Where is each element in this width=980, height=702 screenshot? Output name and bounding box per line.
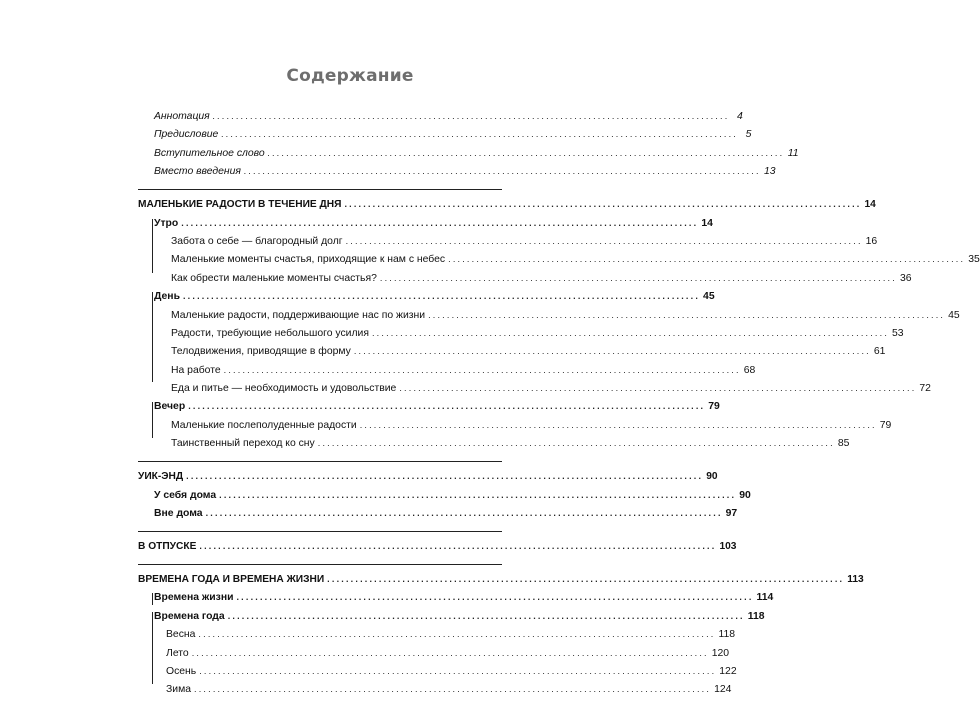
group-bracket: [152, 593, 153, 605]
toc-entry-page: 45: [948, 309, 960, 321]
toc-entry[interactable]: [138, 647, 730, 660]
toc-entry-page: 79: [879, 419, 892, 431]
toc-subsection-page: 79: [708, 401, 720, 413]
toc-entry[interactable]: [138, 364, 756, 377]
toc-entry-page: 61: [873, 346, 886, 358]
toc-entry-page: 122: [719, 665, 737, 677]
toc-subsection-morning[interactable]: [138, 217, 713, 230]
toc-entry-label: На работе: [171, 364, 221, 376]
toc-entry-opening-word[interactable]: [138, 147, 799, 160]
dot-leader: ..............................................................................................................: [236, 592, 754, 603]
toc-subsection-page: 118: [747, 610, 765, 622]
dot-leader: ..............................................................................................................: [212, 111, 730, 121]
toc-subsection-life-times[interactable]: [138, 591, 774, 604]
toc-section-page: 14: [864, 199, 876, 211]
dot-leader: ..............................................................................................................: [359, 419, 877, 430]
toc-entry[interactable]: [138, 437, 850, 450]
dot-leader: ..............................................................................................................: [188, 401, 706, 412]
toc-group-life-times: [138, 591, 774, 604]
toc-subsection-page: 97: [725, 508, 738, 520]
dot-leader: ..............................................................................................................: [448, 254, 966, 265]
toc-entry[interactable]: [138, 665, 737, 678]
toc-section-page: 90: [706, 471, 718, 483]
toc-entry[interactable]: [138, 272, 912, 285]
toc-subsection-page: 114: [756, 592, 774, 604]
toc-entry[interactable]: [138, 327, 904, 340]
toc-entry-annotation[interactable]: [138, 110, 743, 123]
dot-leader: ..............................................................................................................: [219, 489, 737, 500]
dot-leader: ..............................................................................................................: [182, 291, 701, 302]
toc-entry-page: 124: [714, 684, 732, 696]
toc-entry-page: 5: [745, 129, 752, 141]
dot-leader: ..............................................................................................................: [186, 471, 704, 482]
toc-entry-page: 13: [764, 166, 776, 178]
group-bracket: [152, 612, 153, 684]
toc-entry-label: Радости, требующие небольшого усилия: [171, 327, 369, 339]
group-bracket: [152, 292, 153, 382]
dot-leader: ..............................................................................................................: [428, 309, 946, 320]
group-bracket: [152, 219, 153, 273]
toc-entry-page: 118: [718, 629, 736, 641]
toc-entry-label: Осень: [166, 665, 197, 677]
toc-section-daily-joys[interactable]: [138, 198, 876, 211]
toc-entry-label: Маленькие радости, поддерживающие нас по жизни: [171, 309, 426, 321]
toc-subsection-page: 45: [703, 291, 715, 303]
dot-leader: ..............................................................................................................: [199, 665, 717, 676]
toc-subsection-page: 90: [739, 489, 751, 501]
toc-subsection-seasons[interactable]: [138, 610, 765, 623]
toc-entry-label: Маленькие послеполуденные радости: [171, 419, 357, 431]
toc-subsection-label: Времена жизни: [154, 592, 234, 604]
dot-leader: ..............................................................................................................: [227, 610, 745, 621]
group-bracket: [152, 402, 153, 438]
dot-leader: ..............................................................................................................: [243, 166, 762, 177]
toc-section-page: 113: [847, 574, 864, 586]
toc-subsection-label: Вечер: [154, 401, 186, 413]
dot-leader: ..............................................................................................................: [221, 129, 739, 140]
toc-entry[interactable]: [138, 382, 931, 395]
section-divider: [138, 564, 502, 565]
table-of-contents: [138, 110, 980, 702]
toc-group-day: [138, 290, 960, 395]
toc-entry-page: 35: [968, 254, 980, 266]
toc-entry-page: 85: [837, 438, 850, 450]
toc-subsection-label: Времена года: [154, 610, 225, 622]
toc-entry-preface[interactable]: [138, 128, 752, 141]
toc-subsection-day[interactable]: [138, 290, 715, 303]
toc-subsection-label: Утро: [154, 217, 179, 229]
dot-leader: ..............................................................................................................: [194, 684, 712, 695]
toc-entry-page: 16: [865, 235, 878, 247]
toc-entry[interactable]: [138, 309, 960, 322]
toc-entry-page: 36: [899, 272, 912, 284]
toc-section-page: 103: [719, 541, 737, 553]
toc-section-seasons-and-life[interactable]: [138, 573, 864, 586]
dot-leader: ..............................................................................................................: [371, 327, 890, 338]
toc-subsection-page: 14: [701, 217, 713, 229]
toc-section-label: В ОТПУСКЕ: [138, 541, 197, 553]
toc-subsection-label: День: [154, 291, 180, 303]
dot-leader: ..............................................................................................................: [199, 541, 717, 552]
toc-section-label: МАЛЕНЬКИЕ РАДОСТИ В ТЕЧЕНИЕ ДНЯ: [138, 199, 342, 211]
toc-subsection-away[interactable]: [138, 507, 738, 520]
toc-entry-label: Маленькие моменты счастья, приходящие к нам с небес: [171, 254, 446, 266]
toc-entry-page: 72: [919, 383, 931, 395]
toc-entry-label: Весна: [166, 629, 196, 641]
page-title: Содержание: [286, 66, 414, 86]
section-divider: [138, 189, 502, 190]
toc-entry-page: 68: [743, 364, 756, 376]
dot-leader: ..............................................................................................................: [198, 629, 716, 640]
toc-group-evening: [138, 400, 892, 450]
dot-leader: ..............................................................................................................: [223, 364, 741, 375]
toc-section-label: ВРЕМЕНА ГОДА И ВРЕМЕНА ЖИЗНИ: [138, 574, 325, 586]
toc-entry-page: 11: [787, 147, 799, 159]
toc-entry[interactable]: [138, 683, 732, 696]
toc-entry[interactable]: [138, 253, 980, 266]
toc-group-morning: [138, 217, 980, 285]
section-divider: [138, 461, 502, 462]
dot-leader: ..............................................................................................................: [317, 438, 835, 449]
toc-entry-label: Лето: [166, 647, 189, 659]
section-divider: [138, 531, 502, 532]
toc-subsection-label: У себя дома: [154, 489, 217, 501]
toc-section-weekend[interactable]: [138, 470, 718, 483]
toc-entry-label: Таинственный переход ко сну: [171, 438, 315, 450]
dot-leader: ..............................................................................................................: [345, 235, 863, 246]
toc-subsection-at-home[interactable]: [138, 489, 751, 502]
toc-entry-label: Еда и питье — необходимость и удовольствие: [171, 383, 397, 395]
toc-entry-label: Телодвижения, приводящие в форму: [171, 346, 351, 358]
toc-section-vacation[interactable]: [138, 540, 737, 553]
toc-entry[interactable]: [138, 235, 878, 248]
toc-entry-label: Как обрести маленькие моменты счастья?: [171, 272, 377, 284]
dot-leader: ..............................................................................................................: [205, 508, 723, 519]
toc-entry[interactable]: [138, 345, 886, 358]
toc-entry-label: Зима: [166, 684, 192, 696]
dot-leader: ..............................................................................................................: [191, 647, 709, 658]
toc-subsection-evening[interactable]: [138, 400, 720, 413]
toc-entry-label: Вместо введения: [154, 166, 241, 178]
dot-leader: ..............................................................................................................: [344, 199, 862, 210]
toc-entry-label: Предисловие: [154, 129, 219, 141]
toc-subsection-label: Вне дома: [154, 508, 203, 520]
toc-group-seasons: [138, 610, 765, 697]
dot-leader: ..............................................................................................................: [267, 147, 785, 158]
toc-entry-page: 4: [737, 111, 743, 122]
dot-leader: ..............................................................................................................: [379, 272, 897, 283]
toc-entry[interactable]: [138, 628, 736, 641]
toc-entry[interactable]: [138, 419, 892, 432]
dot-leader: ..............................................................................................................: [327, 574, 845, 585]
dot-leader: ..............................................................................................................: [181, 217, 699, 228]
dot-leader: ..............................................................................................................: [399, 383, 917, 394]
toc-entry-label: Вступительное слово: [154, 147, 265, 159]
dot-leader: ..............................................................................................................: [353, 346, 871, 357]
toc-entry-label: Аннотация: [154, 111, 210, 122]
toc-entry-page: 53: [892, 327, 904, 339]
toc-entry-instead-of-intro[interactable]: [138, 165, 776, 178]
toc-entry-label: Забота о себе — благородный долг: [171, 235, 343, 247]
toc-section-label: УИК-ЭНД: [138, 471, 184, 483]
toc-entry-page: 120: [711, 647, 730, 659]
